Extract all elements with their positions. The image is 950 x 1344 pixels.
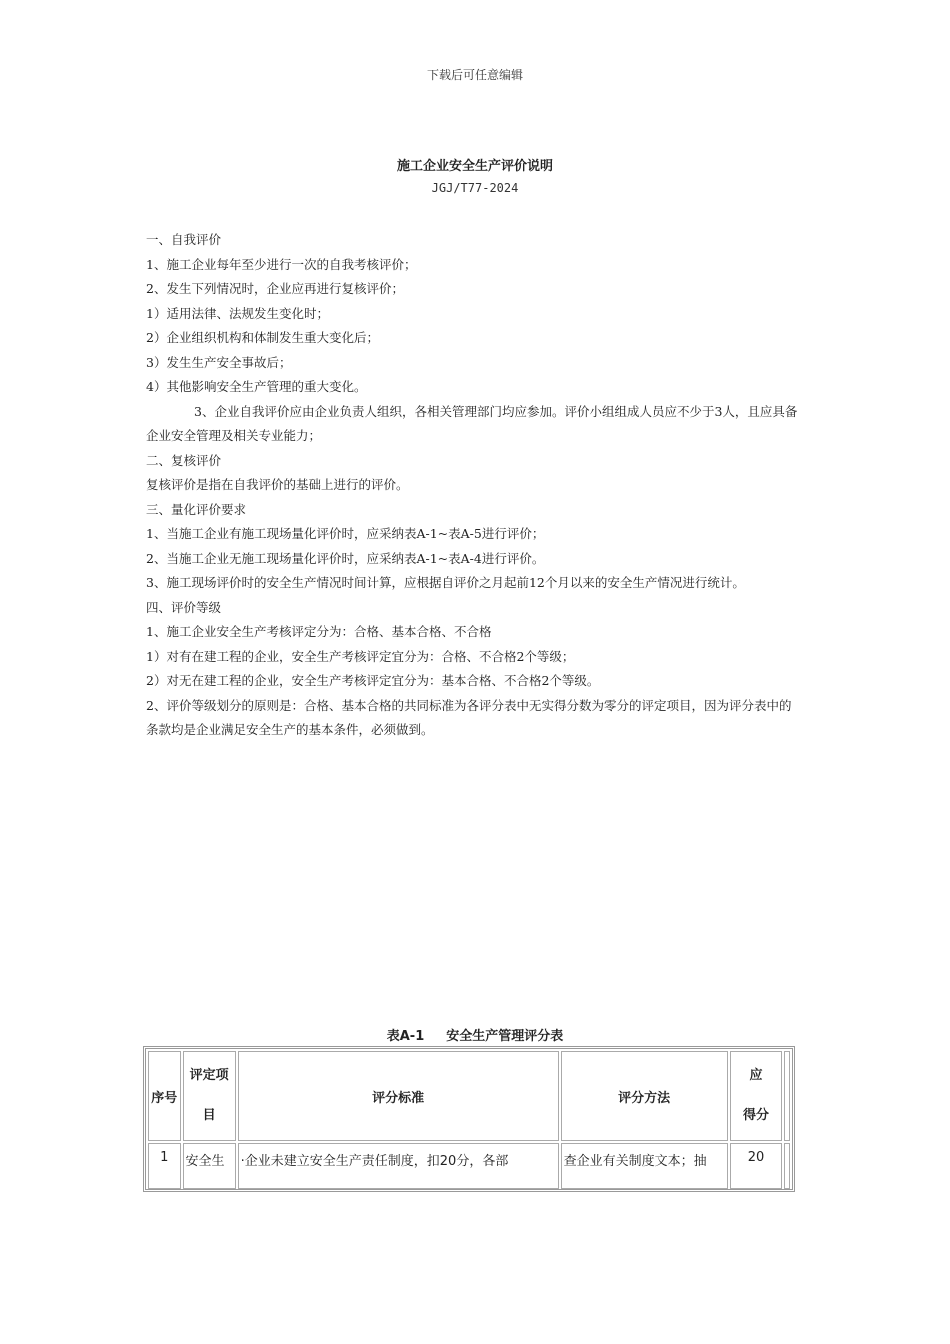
table-caption — [0, 1025, 950, 1044]
header-standard: 评分标准 — [238, 1051, 559, 1141]
section-heading: 二、复核评价 — [146, 452, 222, 468]
standard-code: JGJ/T77-2024 — [431, 181, 519, 195]
table-caption-title: 安全生产管理评分表 — [446, 1029, 564, 1044]
paragraph: 1、当施工企业有施工现场量化评价时，应采纳表A-1~表A-5进行评价； — [146, 526, 545, 541]
cell-num: 1 — [148, 1143, 181, 1189]
paragraph: 2、当施工企业无施工现场量化评价时，应采纳表A-1~表A-4进行评价。 — [146, 550, 545, 566]
paragraph: 2）企业组织机构和体制发生重大变化后； — [146, 330, 379, 345]
header-score-line1: 应 — [749, 1068, 763, 1083]
paragraph: 3、施工现场评价时的安全生产情况时间计算，应根据自评价之月起前12个月以来的安全生产情况进行统计。 — [146, 575, 745, 590]
header-item-line2: 目 — [202, 1108, 216, 1123]
cell-item: 安全生 — [183, 1143, 236, 1189]
paragraph: 1、施工企业安全生产考核评定分为：合格、基本合格、不合格 — [146, 624, 492, 639]
cell-score: 20 — [730, 1143, 783, 1189]
header-item-line1: 评定项 — [189, 1068, 229, 1083]
header-note: 下载后可任意编辑 — [426, 68, 523, 82]
document-body — [146, 228, 801, 743]
header-method: 评分方法 — [561, 1051, 728, 1141]
table-header-row — [148, 1051, 790, 1141]
cell-method: 查企业有关制度文本；抽 — [561, 1143, 728, 1189]
paragraph: 1）对有在建工程的企业，安全生产考核评定宜分为：合格、不合格2个等级； — [146, 648, 575, 664]
cell-standard: ·企业未建立安全生产责任制度，扣20分，各部 — [238, 1143, 559, 1189]
paragraph: 2）对无在建工程的企业，安全生产考核评定宜分为：基本合格、不合格2个等级。 — [146, 673, 600, 688]
section-heading: 一、自我评价 — [146, 232, 222, 247]
document-title: 施工企业安全生产评价说明 — [396, 159, 553, 174]
table-row — [148, 1143, 790, 1189]
section-heading: 三、量化评价要求 — [146, 501, 247, 517]
cell-spacer — [784, 1143, 790, 1189]
table-caption-id: 表A-1 — [386, 1029, 425, 1044]
header-score — [730, 1051, 783, 1141]
paragraph: 复核评价是指在自我评价的基础上进行的评价。 — [146, 477, 409, 492]
paragraph: 2、评价等级划分的原则是：合格、基本合格的共同标准为各评分表中无实得分数为零分的评定项目，因为评分表中的条款均是企业满足安全生产的基本条件，必须做到。 — [146, 697, 792, 737]
section-heading: 四、评价等级 — [146, 599, 222, 615]
header-item — [183, 1051, 236, 1141]
paragraph: 1、施工企业每年至少进行一次的自我考核评价； — [146, 256, 417, 272]
paragraph: 3、企业自我评价应由企业负责人组织，各相关管理部门均应参加。评价小组组成人员应不少于3人，且应具备企业安全管理及相关专业能力； — [146, 403, 798, 443]
paragraph: 3）发生生产安全事故后； — [146, 354, 292, 370]
header-spacer — [784, 1051, 790, 1141]
score-table — [143, 1046, 795, 1192]
paragraph: 2、发生下列情况时，企业应再进行复核评价； — [146, 281, 404, 296]
header-num: 序号 — [148, 1051, 181, 1141]
paragraph: 1）适用法律、法规发生变化时； — [146, 305, 329, 321]
paragraph: 4）其他影响安全生产管理的重大变化。 — [146, 379, 367, 394]
header-score-line2: 得分 — [742, 1108, 769, 1123]
